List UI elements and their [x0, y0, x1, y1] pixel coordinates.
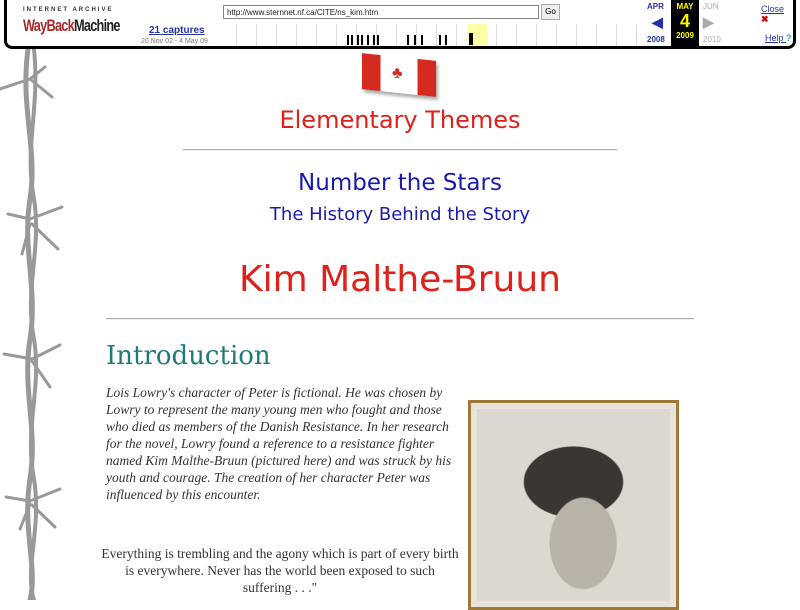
current-month: MAY: [676, 2, 694, 11]
capture-bar[interactable]: [439, 35, 441, 45]
next-month: JUN: [703, 2, 719, 11]
capture-timeline[interactable]: [217, 24, 647, 46]
prev-year[interactable]: 2008: [647, 35, 665, 44]
capture-bar[interactable]: [421, 35, 423, 45]
wayback-logo-caption: INTERNET ARCHIVE: [23, 7, 114, 13]
close-icon[interactable]: ✖: [761, 14, 769, 24]
prev-month[interactable]: APR: [647, 2, 664, 11]
current-day: 4: [679, 11, 690, 31]
capture-bar[interactable]: [347, 35, 349, 45]
capture-bar[interactable]: [367, 35, 369, 45]
help-icon[interactable]: ?: [786, 33, 792, 43]
kim-malthe-bruun-photo: [468, 400, 679, 610]
captures-link[interactable]: 21 captures: [149, 25, 205, 36]
section-title: Elementary Themes: [279, 106, 521, 134]
divider: [106, 318, 694, 320]
capture-bar[interactable]: [377, 35, 379, 45]
capture-bar[interactable]: [357, 35, 359, 45]
wayback-toolbar: [4, 0, 796, 49]
wayback-logo[interactable]: WayBackMachine: [23, 16, 120, 35]
prev-arrow-icon[interactable]: ◀: [652, 14, 663, 30]
next-arrow-icon: ▶: [703, 14, 714, 30]
capture-bar[interactable]: [445, 35, 447, 45]
canada-flag-icon: ♣: [362, 53, 436, 97]
close-link[interactable]: [761, 4, 793, 25]
go-button[interactable]: Go: [541, 4, 560, 20]
divider: [183, 149, 617, 151]
capture-bar[interactable]: [361, 35, 363, 45]
url-input[interactable]: [223, 5, 539, 19]
close-label[interactable]: Close: [761, 4, 785, 14]
book-title: Number the Stars: [298, 170, 502, 196]
capture-bar[interactable]: [414, 35, 416, 45]
intro-heading: Introduction: [106, 341, 271, 371]
quote: Everything is trembling and the agony which is part of every birth is everywhere. Never has the world been exposed to such suffering . . .": [101, 546, 459, 595]
capture-bar[interactable]: [407, 35, 409, 45]
capture-bar[interactable]: [469, 33, 473, 45]
capture-bar[interactable]: [373, 35, 375, 45]
intro-paragraph: Lois Lowry's character of Peter is fictional. He was chosen by Lowry to represent the many young men who fought and those who died as members of the Danish Resistance. In her research for the novel, Lowry found a reference to a resistance fighter named Kim Malthe-Bruun (pictured here) and was struck by his youth and courage. The creation of her character Peter was influenced by this encounter.: [106, 385, 452, 502]
portrait-image: [477, 409, 670, 601]
help-label[interactable]: Help: [765, 33, 784, 43]
capture-bar[interactable]: [351, 35, 353, 45]
help-link[interactable]: [765, 33, 792, 43]
next-year: 2010: [703, 35, 721, 44]
book-subtitle: The History Behind the Story: [269, 204, 531, 225]
page-title: Kim Malthe-Bruun: [239, 259, 561, 300]
capture-range: 20 Nov 02 - 4 May 09: [141, 38, 208, 45]
current-year: 2009: [676, 31, 694, 40]
current-date: [671, 0, 699, 46]
